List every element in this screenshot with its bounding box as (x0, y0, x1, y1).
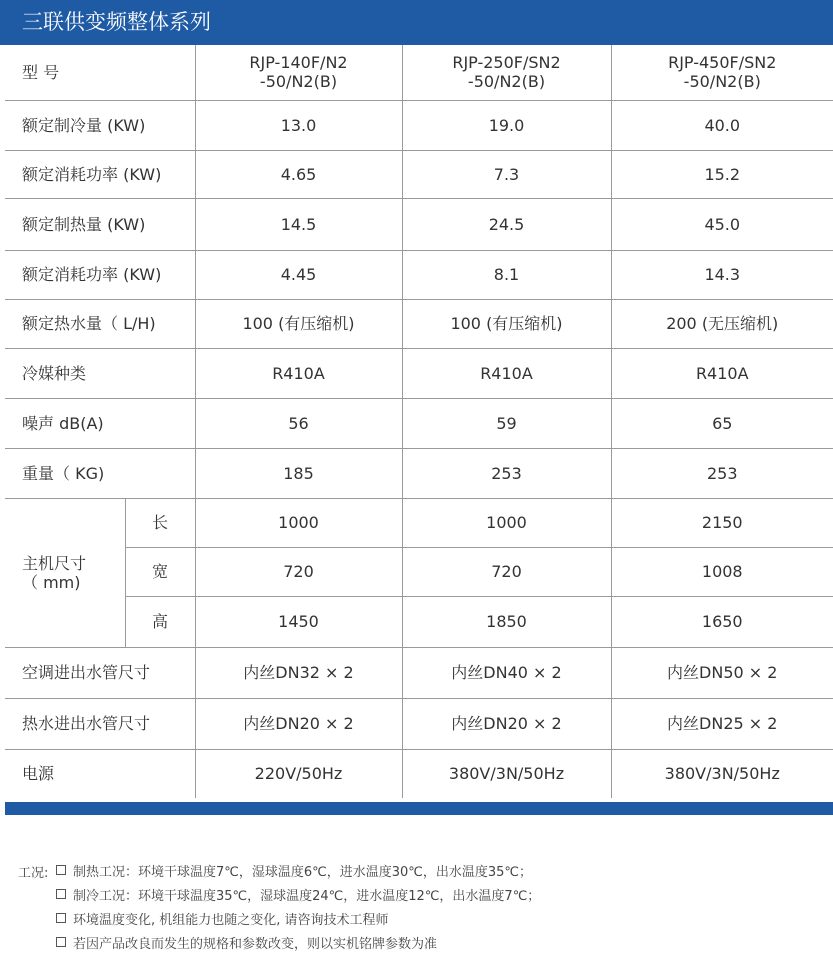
table-cell: 4.65 (195, 150, 402, 198)
table-row (5, 647, 833, 698)
row-label: 额定热水量（ L/H) (5, 299, 195, 348)
row-label: 重量（ KG) (5, 448, 195, 498)
table-cell: R410A (611, 348, 833, 398)
model-cell: RJP-140F/N2 -50/N2(B) (195, 45, 402, 100)
row-label: 额定消耗功率 (KW) (5, 150, 195, 198)
table-row (5, 198, 833, 250)
dimensions-label: 主机尺寸 （ mm) (5, 498, 125, 647)
row-label: 噪声 dB(A) (5, 398, 195, 448)
table-row (5, 498, 833, 547)
table-row (5, 250, 833, 299)
table-cell: 1008 (611, 547, 833, 596)
model-cell: RJP-250F/SN2 -50/N2(B) (402, 45, 611, 100)
note-item: 制冷工况：环境干球温度35℃，湿球温度24℃，进水温度12℃，出水温度7℃； (56, 886, 540, 910)
table-cell: 100 (有压缩机) (195, 299, 402, 348)
checkbox-square-icon (56, 889, 66, 899)
notes-label: 工况: (18, 866, 49, 881)
table-row (5, 299, 833, 348)
table-cell: 1650 (611, 596, 833, 647)
model-label: 型 号 (5, 45, 195, 100)
table-cell: 2150 (611, 498, 833, 547)
dimension-sublabel: 高 (125, 596, 195, 647)
table-cell: 内丝DN20 × 2 (195, 698, 402, 749)
table-cell: 24.5 (402, 198, 611, 250)
checkbox-square-icon (56, 865, 66, 875)
table-cell: 1850 (402, 596, 611, 647)
table-cell: 19.0 (402, 100, 611, 150)
table-cell: 253 (402, 448, 611, 498)
table-row (5, 150, 833, 198)
table-cell: 380V/3N/50Hz (664, 764, 780, 784)
table-cell: 200 (无压缩机) (611, 299, 833, 348)
table-cell: R410A (402, 348, 611, 398)
table-cell: 1000 (195, 498, 402, 547)
table-row (5, 398, 833, 448)
table-row (5, 348, 833, 398)
row-label: 电源 (5, 749, 195, 798)
table-cell: 13.0 (195, 100, 402, 150)
table-cell: 253 (611, 448, 833, 498)
table-cell: 100 (有压缩机) (402, 299, 611, 348)
note-item: 若因产品改良而发生的规格和参数改变，则以实机铭牌参数为准 (56, 934, 540, 958)
conditions-notes (18, 862, 540, 958)
row-label: 冷媒种类 (5, 348, 195, 398)
table-cell: 14.3 (611, 250, 833, 299)
row-label: 额定制冷量 (KW) (5, 100, 195, 150)
table-cell: 380V/3N/50Hz (402, 749, 611, 798)
page-title: 三联供变频整体系列 (0, 0, 833, 45)
table-cell: 220V/50Hz (195, 749, 402, 798)
table-cell: 4.45 (195, 250, 402, 299)
table-cell: 7.3 (402, 150, 611, 198)
bottom-divider-bar (5, 802, 833, 815)
header-row (5, 45, 833, 100)
table-cell: 56 (195, 398, 402, 448)
table-row (5, 100, 833, 150)
table-cell: 15.2 (611, 150, 833, 198)
table-cell: 45.0 (611, 198, 833, 250)
table-cell: 720 (195, 547, 402, 596)
row-label: 空调进出水管尺寸 (5, 647, 195, 698)
table-cell: 内丝DN20 × 2 (402, 698, 611, 749)
table-row (5, 698, 833, 749)
table-cell: R410A (195, 348, 402, 398)
table-cell: 40.0 (611, 100, 833, 150)
table-cell: 内丝DN32 × 2 (195, 647, 402, 698)
checkbox-square-icon (56, 913, 66, 923)
table-row (5, 547, 833, 596)
dimension-sublabel: 宽 (125, 547, 195, 596)
dimension-sublabel: 长 (125, 498, 195, 547)
table-row (5, 448, 833, 498)
table-cell: 720 (402, 547, 611, 596)
table-cell: 内丝DN50 × 2 (611, 647, 833, 698)
table-cell: 65 (611, 398, 833, 448)
table-cell: 8.1 (402, 250, 611, 299)
table-row (5, 749, 833, 798)
table-cell: 14.5 (195, 198, 402, 250)
note-item: 制热工况：环境干球温度7℃，湿球温度6℃，进水温度30℃，出水温度35℃； (56, 862, 540, 886)
notes-list (18, 862, 540, 958)
table-cell: 1450 (195, 596, 402, 647)
checkbox-square-icon (56, 937, 66, 947)
table-cell: 185 (195, 448, 402, 498)
table-row (5, 596, 833, 647)
note-item: 环境温度变化, 机组能力也随之变化, 请咨询技术工程师 (56, 910, 540, 934)
table-cell: 1000 (402, 498, 611, 547)
table-cell: 内丝DN40 × 2 (402, 647, 611, 698)
table-cell: 59 (402, 398, 611, 448)
table-cell: 内丝DN25 × 2 (611, 698, 833, 749)
model-cell: RJP-450F/SN2 -50/N2(B) (611, 45, 833, 100)
row-label: 热水进出水管尺寸 (5, 698, 195, 749)
row-label: 额定制热量 (KW) (5, 198, 195, 250)
row-label: 额定消耗功率 (KW) (5, 250, 195, 299)
spec-table (5, 45, 833, 798)
